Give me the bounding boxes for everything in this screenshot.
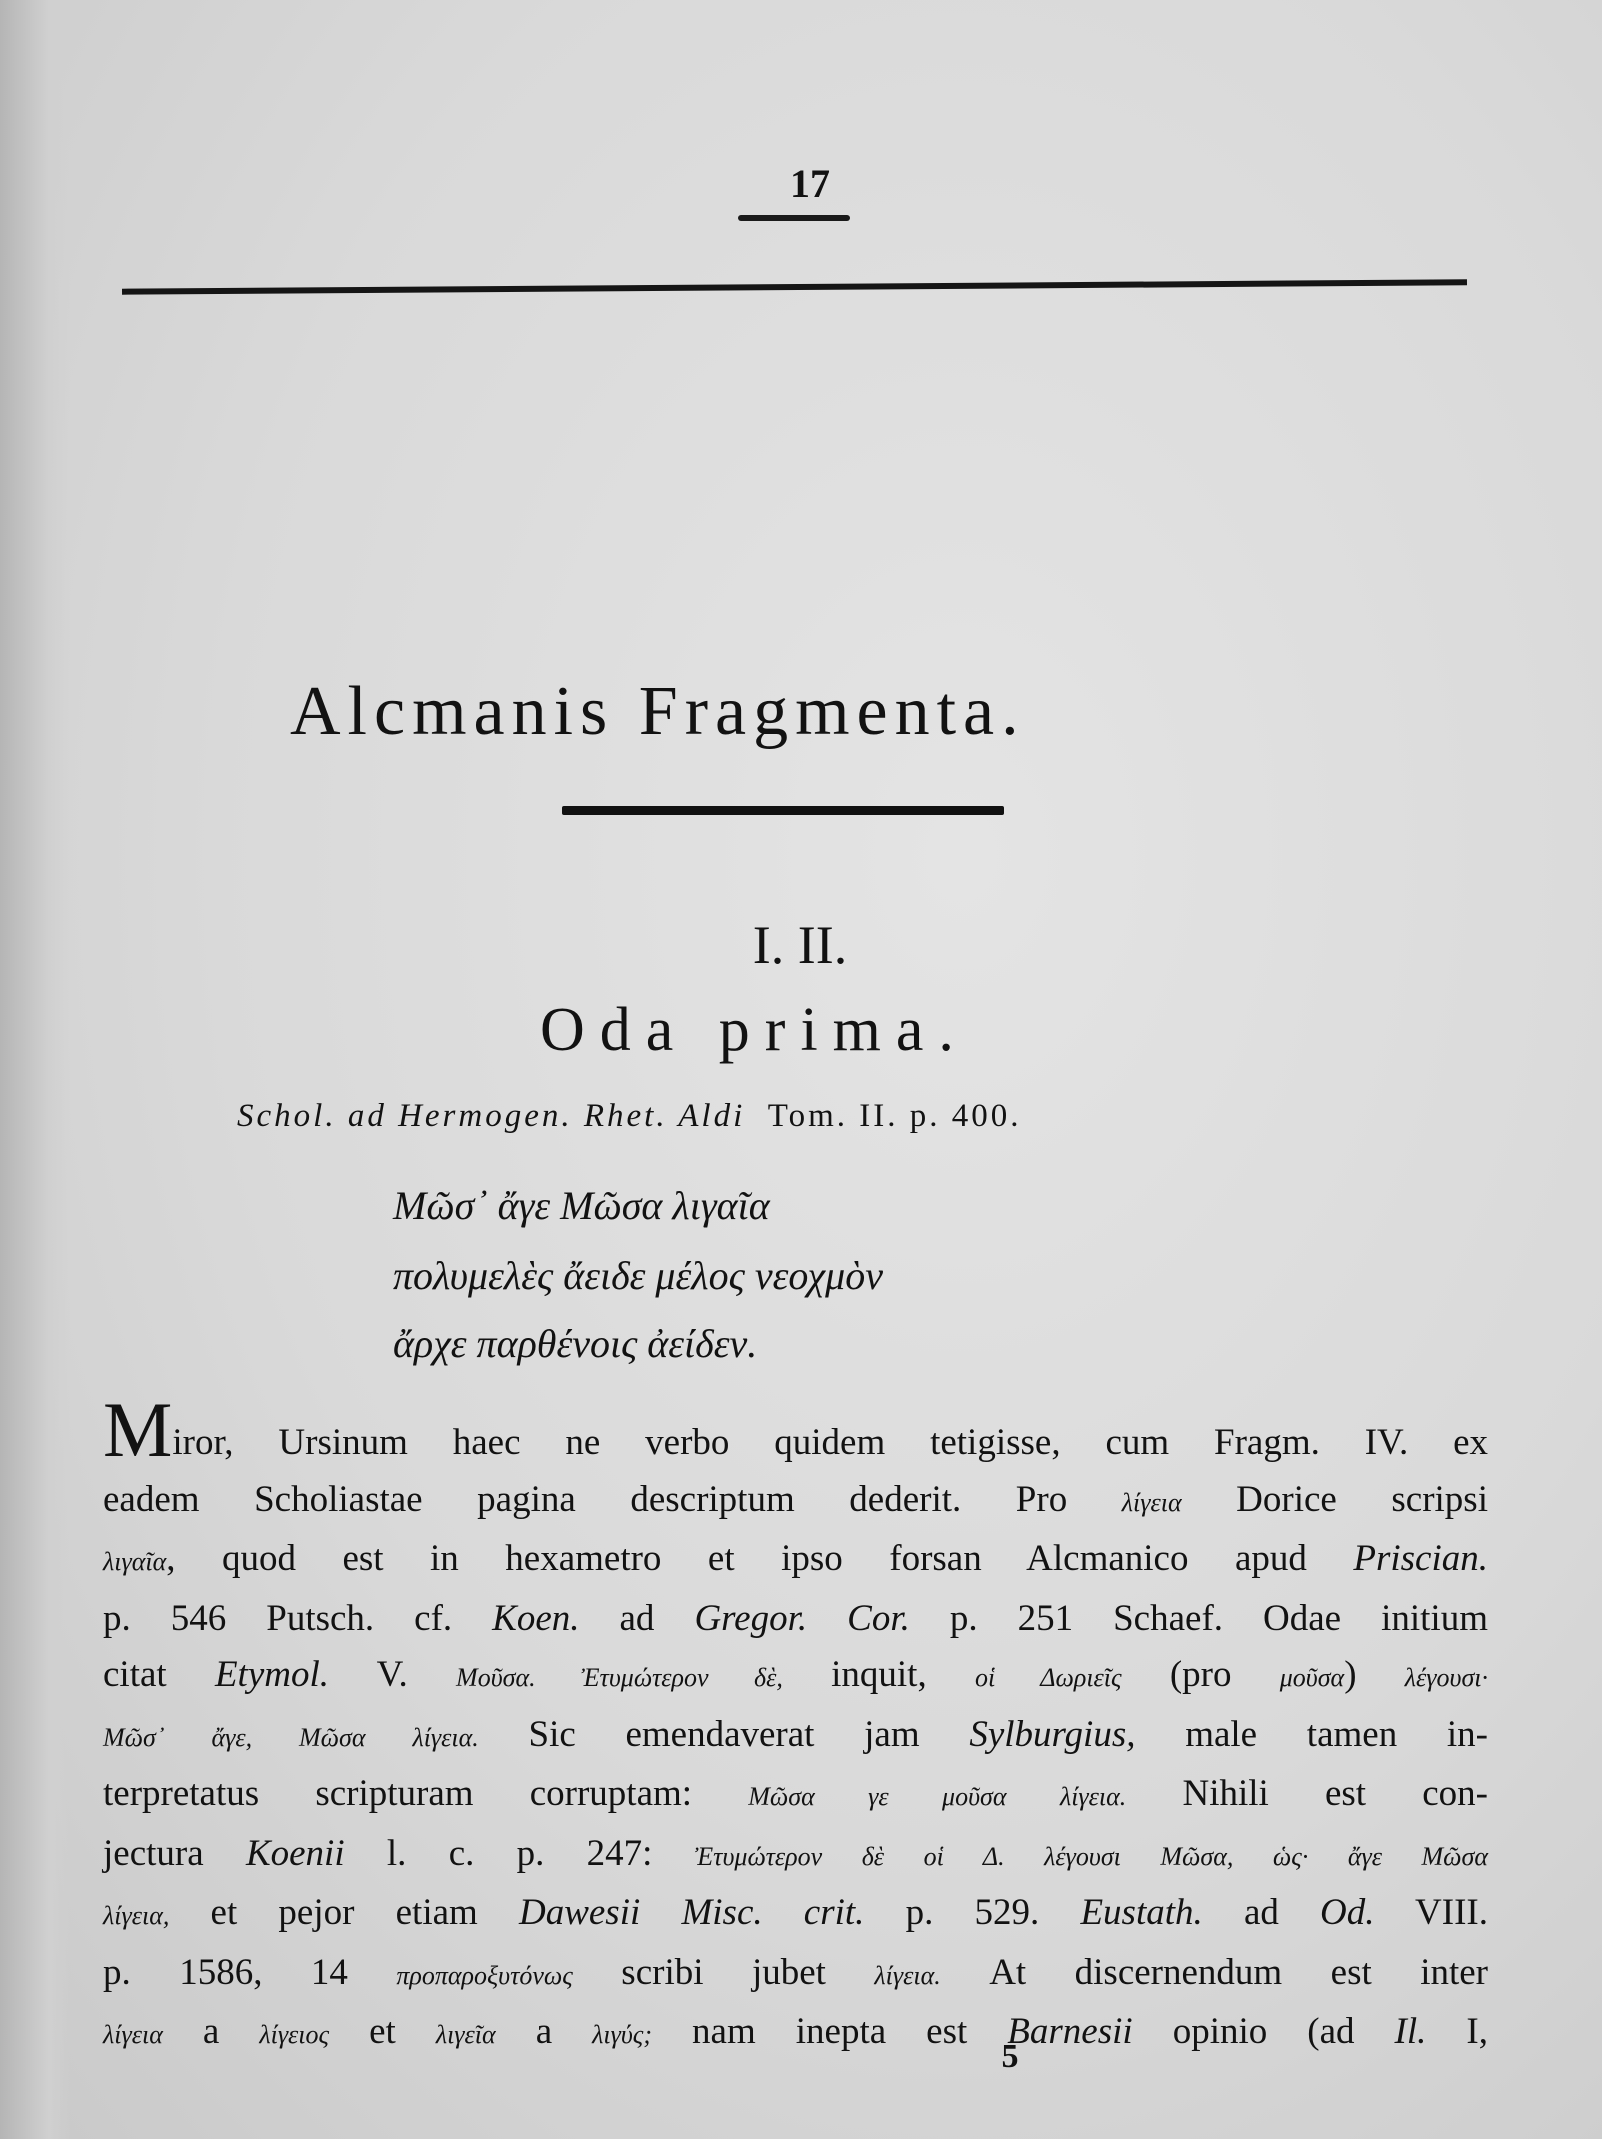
commentary-line: λίγεια a λίγειος et λιγεῖα a λιγύς; nam inepta est Barnesii opinio (ad Il. I, bbox=[103, 2011, 1488, 2052]
commentary-line: Μῶσ᾽ ἄγε, Μῶσα λίγεια. Sic emendaverat jam Sylburgius, male tamen in- bbox=[103, 1713, 1488, 1755]
commentary-line: jectura Koenii l. c. p. 247: Ἐτυμώτερον δὲ οἱ Δ. λέγουσι Μῶσα, ὡς· ἄγε Μῶσα bbox=[103, 1832, 1489, 1874]
source-citation-work: Schol. ad Hermogen. Rhet. Aldi bbox=[237, 1098, 746, 1134]
commentary-line: eadem Scholiastae pagina descriptum dederit. Pro λίγεια Dorice scripsi bbox=[103, 1478, 1488, 1520]
commentary-line: p. 1586, 14 προπαροξυτόνως scribi jubet λίγεια. At discernendum est inter bbox=[103, 1951, 1489, 1993]
title-rule bbox=[562, 806, 1004, 815]
section-numeral: I. II. bbox=[752, 915, 848, 975]
source-citation-location: Tom. II. p. 400. bbox=[767, 1098, 1022, 1134]
commentary-text bbox=[103, 1386, 1489, 2064]
greek-verse-line: πολυμελὲς ἄειδε μέλος νεοχμὸν bbox=[393, 1253, 883, 1298]
commentary-line: p. 546 Putsch. cf. Koen. ad Gregor. Cor. p. 251 Schaef. Odae initium bbox=[103, 1597, 1488, 1639]
page-title: Alcmanis Fragmenta. bbox=[290, 673, 1026, 750]
header-rule bbox=[122, 279, 1467, 294]
greek-verse-line: Μῶσ᾽ ἄγε Μῶσα λιγαῖα bbox=[393, 1183, 770, 1228]
commentary-line: Miror, Ursinum haec ne verbo quidem tetigisse, cum Fragm. IV. ex bbox=[103, 1386, 1488, 1473]
source-citation bbox=[237, 1098, 1357, 1135]
greek-verse-line: ἄρχε παρθένοις ἀείδεν. bbox=[393, 1321, 758, 1366]
page-number-underline bbox=[738, 215, 850, 221]
drop-cap: M bbox=[103, 1386, 173, 1473]
commentary-line: citat Etymol. V. Μοῦσα. Ἐτυμώτερον δὲ, inquit, οἱ Δωριεῖς (pro μοῦσα) λέγουσι· bbox=[103, 1654, 1488, 1695]
commentary-line: λίγεια, et pejor etiam Dawesii Misc. crit. p. 529. Eustath. ad Od. VIII. bbox=[103, 1892, 1488, 1933]
signature-mark: 5 bbox=[1001, 2038, 1019, 2075]
commentary-line: terpretatus scripturam corruptam: Μῶσα γε μοῦσα λίγεια. Nihili est con- bbox=[103, 1773, 1489, 1814]
section-title: Oda prima. bbox=[540, 996, 969, 1064]
page-gutter-shadow bbox=[0, 0, 70, 2139]
page-number: 17 bbox=[790, 161, 830, 206]
commentary-line: λιγαῖα, quod est in hexametro et ipso forsan Alcmanico apud Priscian. bbox=[103, 1538, 1488, 1579]
